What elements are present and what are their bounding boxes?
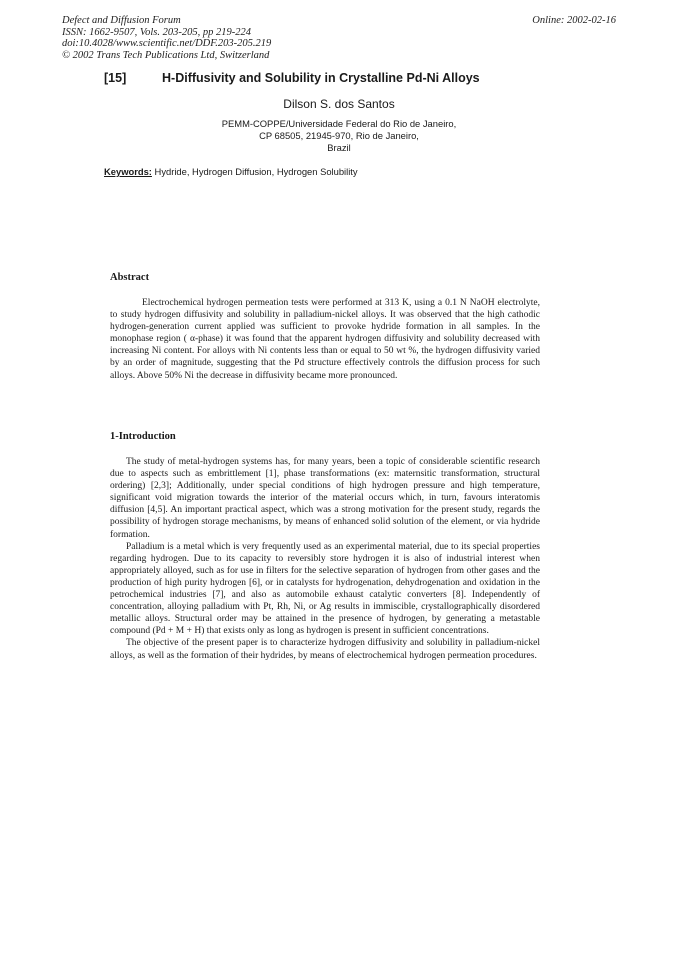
copyright-line: © 2002 Trans Tech Publications Ltd, Switzerland bbox=[62, 49, 270, 61]
abstract-heading: Abstract bbox=[110, 272, 150, 283]
keywords-label: Keywords: bbox=[104, 166, 152, 177]
abstract-paragraph: Electrochemical hydrogen permeation tests were performed at 313 K, using a 0.1 N NaOH electrolyte, to study hydrogen diffusivity and solubility in palladium-nickel alloys. It was observed that the high cathodic hydrogen-generation current applied was sufficient to provoke hydride formation in all samples. In the monophase region ( α-phase) it was found that the apparent hydrogen diffusivity and solubility decreased with increasing Ni content. For alloys with Ni contents less than or equal to 50 wt %, the hydrogen diffusivity varied by an order of magnitude, suggesting that the Pd structure effectively controls the diffusion process for such alloys. Above 50% Ni the decrease in diffusivity became more pronounced. bbox=[110, 298, 540, 381]
paper-number: [15] bbox=[104, 71, 127, 85]
paragraph: Palladium is a metal which is very frequently used as an experimental material, due to its special properties regarding hydrogen. Due to its capacity to reversibly store hydrogen it is also of industrial interest when appropriately alloyed, such as for use in filters for the selective separation of hydrogen from other gases and the production of high purity hydrogen [6], or in catalysts for hydrogenation, dehydrogenation and oxidation in the petrochemical industries [7], and also as automobile exhaust catalytic converters [8]. Independently of concentration, alloying palladium with Pt, Rh, Ni, or Ag results in immiscible, crystallographically disordered metallic alloys. Structural order may be attained in the presence of hydrogen, by generating a metastable compound (Pd + M + H) that exists only as long as hydrogen is present in sufficient concentrations. bbox=[110, 541, 540, 637]
doi-line: doi:10.4028/www.scientific.net/DDF.203-205.219 bbox=[62, 38, 272, 50]
keywords bbox=[104, 166, 358, 177]
abstract-body bbox=[110, 297, 540, 382]
introduction-heading: 1-Introduction bbox=[110, 431, 176, 442]
author-name: Dilson S. dos Santos bbox=[283, 97, 395, 111]
affiliation-line: Brazil bbox=[327, 142, 351, 154]
journal-meta bbox=[62, 15, 271, 61]
introduction-body bbox=[110, 456, 540, 662]
journal-name: Defect and Diffusion Forum bbox=[62, 15, 181, 26]
paper-title: H-Diffusivity and Solubility in Crystalline Pd-Ni Alloys bbox=[162, 71, 480, 85]
paragraph: The objective of the present paper is to characterize hydrogen diffusivity and solubility in palladium-nickel alloys, as well as the formation of their hydrides, by means of electrochemical hydrogen permeation procedures. bbox=[110, 638, 540, 661]
keywords-list: Hydride, Hydrogen Diffusion, Hydrogen Solubility bbox=[151, 166, 358, 177]
affiliation-line: CP 68505, 21945-970, Rio de Janeiro, bbox=[259, 130, 419, 142]
issn-line: ISSN: 1662-9507, Vols. 203-205, pp 219-224 bbox=[62, 26, 251, 38]
online-date: Online: 2002-02-16 bbox=[532, 15, 616, 26]
affiliation bbox=[0, 118, 678, 155]
paragraph: The study of metal-hydrogen systems has, for many years, been a topic of considerable scientific research due to aspects such as embrittlement [1], phase transformations (ex: maternsitic transformation, structural ordering) [2,3]; Additionally, under special conditions of high hydrogen pressure and high temperature, significant void migration towards the interior of the material occurs which, in turn, favours interatomis diffusion [4,5]. An important practical aspect, which was a strong motivation for the present study, regards the possibility of hydrogen storage mechanisms, by means of enhanced solid solution of the element, or via hydride formation. bbox=[110, 457, 540, 540]
affiliation-line: PEMM-COPPE/Universidade Federal do Rio de Janeiro, bbox=[221, 118, 457, 129]
